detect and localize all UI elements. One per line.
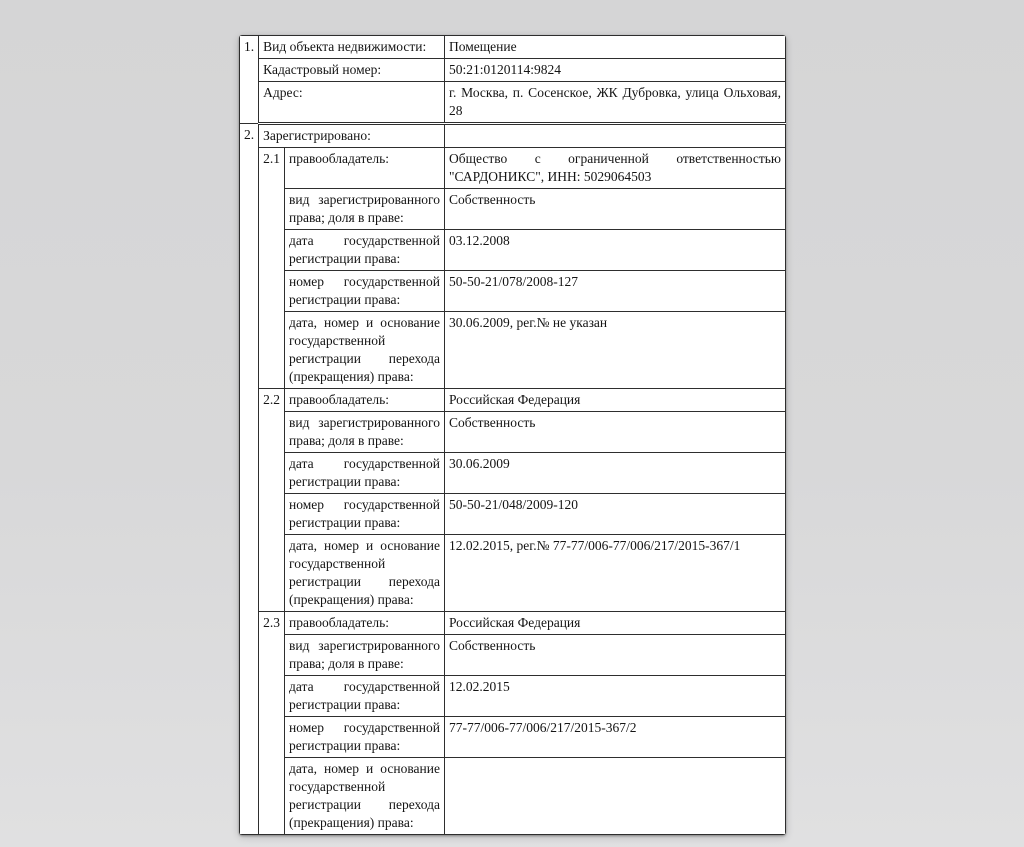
field-label: дата, номер и основание государственной регистрации перехода (прекращения) права: (285, 758, 445, 835)
field-value: Общество с ограниченной ответственностью "САРДОНИКС", ИНН: 5029064503 (445, 148, 786, 189)
table-row (240, 389, 786, 412)
field-value: Российская Федерация (445, 612, 786, 635)
field-value: 03.12.2008 (445, 230, 786, 271)
table-row (240, 535, 786, 612)
field-value: Собственность (445, 635, 786, 676)
table-row (240, 676, 786, 717)
table-row (240, 124, 786, 148)
table-row (240, 230, 786, 271)
table-row (240, 189, 786, 230)
field-label: правообладатель: (285, 148, 445, 189)
table-row (240, 412, 786, 453)
table-row (240, 36, 786, 59)
table-row (240, 494, 786, 535)
table-row (240, 271, 786, 312)
field-value: 30.06.2009 (445, 453, 786, 494)
field-label: дата государственной регистрации права: (285, 676, 445, 717)
field-label: Адрес: (259, 82, 445, 124)
table-row (240, 148, 786, 189)
field-label: Кадастровый номер: (259, 59, 445, 82)
table-row (240, 82, 786, 124)
field-value: Помещение (445, 36, 786, 59)
field-value: Собственность (445, 189, 786, 230)
field-value: Собственность (445, 412, 786, 453)
field-label: правообладатель: (285, 612, 445, 635)
property-record-table (239, 35, 786, 835)
field-label: вид зарегистрированного права; доля в праве: (285, 412, 445, 453)
field-value: 12.02.2015, рег.№ 77-77/006-77/006/217/2015-367/1 (445, 535, 786, 612)
table-row (240, 758, 786, 835)
table-row (240, 717, 786, 758)
table-row (240, 635, 786, 676)
subsection-number: 2.1 (259, 148, 285, 389)
field-value: 50:21:0120114:9824 (445, 59, 786, 82)
table-row (240, 59, 786, 82)
field-value: г. Москва, п. Сосенское, ЖК Дубровка, улица Ольховая, 28 (445, 82, 786, 124)
field-value (445, 124, 786, 148)
field-label: правообладатель: (285, 389, 445, 412)
document-page (239, 35, 786, 835)
item-number: 1. (240, 36, 259, 124)
field-label: Вид объекта недвижимости: (259, 36, 445, 59)
field-label: дата, номер и основание государственной регистрации перехода (прекращения) права: (285, 535, 445, 612)
field-label: номер государственной регистрации права: (285, 717, 445, 758)
table-row (240, 312, 786, 389)
table-row (240, 453, 786, 494)
field-label: номер государственной регистрации права: (285, 271, 445, 312)
subsection-number: 2.2 (259, 389, 285, 612)
field-label: вид зарегистрированного права; доля в праве: (285, 189, 445, 230)
field-label: дата, номер и основание государственной регистрации перехода (прекращения) права: (285, 312, 445, 389)
field-label: дата государственной регистрации права: (285, 453, 445, 494)
field-value: 50-50-21/048/2009-120 (445, 494, 786, 535)
field-value: 12.02.2015 (445, 676, 786, 717)
field-value (445, 758, 786, 835)
field-label: номер государственной регистрации права: (285, 494, 445, 535)
item-number: 2. (240, 124, 259, 835)
field-label: Зарегистрировано: (259, 124, 445, 148)
field-value: 30.06.2009, рег.№ не указан (445, 312, 786, 389)
subsection-number: 2.3 (259, 612, 285, 835)
field-value: 50-50-21/078/2008-127 (445, 271, 786, 312)
field-label: дата государственной регистрации права: (285, 230, 445, 271)
table-row (240, 612, 786, 635)
field-value: Российская Федерация (445, 389, 786, 412)
field-label: вид зарегистрированного права; доля в праве: (285, 635, 445, 676)
field-value: 77-77/006-77/006/217/2015-367/2 (445, 717, 786, 758)
